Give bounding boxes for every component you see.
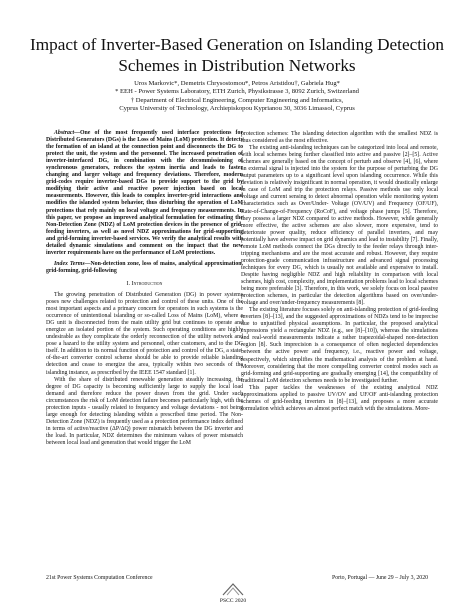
abstract-text: —One of the most frequently used interface protections for Distributed Generators (DGs) is the Loss of Mains (LoM) protection. It detects the formation of an island at the connection point and disconnects the DG to protect the unit, the system and the personnel. The increased penetration of inverter-interfaced DG, in combination with the decommissioning of synchronous generators, reduces the system inertia and leads to faster changing and larger voltage and frequency deviations. Therefore, modern grid-codes require inverter-based DGs to provide support to the grid by modifying their active and reactive power injection based on local measurements. However, this leads to complex inverter-grid interactions and modifies the islanded system behavior, thus disturbing the operation of LoM protections that rely mainly on local voltage and frequency measurements. In this paper, we propose an improved analytical formulation for estimating the Non-Detection Zone (NDZ) of LoM protection devices in the presence of grid-feeding inverters, as well as novel NDZ approximations for grid-supporting and grid-forming inverter-based services. We verify the analytical results with detailed dynamic simulations and comment on the impact that the new inverter requirements have on the performance of LoM protections.: [46, 130, 243, 256]
paragraph: With the share of distributed renewable generation steadily increasing, the degree of DG capacity is becoming sufficiently large to supply the local load demand and therefore reduce the power drawn from the grid. Under such circumstances the risk of LoM detection failure becomes particularly high, with the protection inputs - usually related to frequency and voltage deviations - not being large enough for detecting islanding within a prescribed time period. The Non-Detection Zone (NDZ) is frequently used as a protection performance index defined in terms of active/reactive (ΔP/ΔQ) power mismatch between the DG inverter and the load. In particular, NDZ determines the minimum values of power mismatch between local load and generation that would trigger the LoM: [46, 376, 243, 446]
affiliation-1: * EEH - Power Systems Laboratory, ETH Zurich, Physikstrasse 3, 8092 Zurich, Switzerland: [115, 88, 359, 96]
paper-title: Impact of Inverter-Based Generation on Islanding Detection Schemes in Distribution Networks: [30, 35, 444, 75]
index-terms-text: —Non-detection zone, loss of mains, analytical approximation, grid-forming, grid-following: [46, 260, 243, 274]
paragraph: The existing anti-islanding techniques can be categorized into local and remote, with local schemes being further classified into active and passive [2]–[5]. Active schemes are generally based on the concept of perturb and observe [4], [6], where an external signal is injected into the system for the purpose of perturbing the DG output parameters up to a significant level upon islanding occurrence. While this deviation is relatively insignificant in normal operation, it would drastically enlarge in case of LoM and trip the protection relays. Passive methods use only local voltage and current sensing to detect abnormal operation while monitoring system characteristics such as Over/Under- Voltage (OV/UV) and Frequency (OF/UF), Rate-of-Change-of-Frequency (RoCoF), and voltage phase jumps [5]. Therefore, they possess a larger NDZ compared to active methods. However, while generally more effective, the active schemes are also slower, more expensive, tend to deteriorate power quality, reduce efficiency of parallel inverters, and may potentially have adverse impact on grid dynamics and lead to instability [7]. Finally, remote LoM methods connect the DGs directly to the feeder relays through inter-tripping mechanisms and are the most accurate and robust. However, they require protection-grade communication infrastructure and advanced signal processing techniques for every DG, which is usually not available and expensive to install. Despite having negligible NDZ and high reliability in comparison with local schemes, high cost, complexity, and implementation problems lead to local schemes being more preferable [3]. Therefore, in this work, we solely focus on local passive protection schemes, in particular the detection algorithms based on over/under-voltage and over/under-frequency measurements [8].: [241, 145, 438, 307]
section-heading-introduction: I. Introduction: [126, 280, 163, 287]
conference-name: 21st Power Systems Computation Conference: [46, 575, 153, 581]
pscc-logo-icon: [222, 582, 244, 596]
author-names: Uros Markovic*, Demetris Chrysostomou*, Petros Aristidou†, Gabriela Hug*: [134, 80, 340, 87]
affiliation-2: † Department of Electrical Engineering, Computer Engineering and Informatics,: [130, 96, 344, 104]
affiliation-2-address: Cyprus University of Technology, Archiepiskopou Kyprianou 30, 3036 Limassol, Cyprus: [119, 105, 355, 113]
abstract-lead: Abstract: [54, 130, 75, 136]
author-block: [30, 80, 444, 114]
conference-location-date: Porto, Portugal — June 29 – July 3, 2020: [332, 575, 428, 581]
abstract: [46, 130, 243, 257]
logo-caption: PSCC 2020: [219, 598, 247, 604]
right-column: [241, 131, 438, 413]
paragraph: This paper tackles the weaknesses of the existing analytical NDZ approximations applied to passive UV/OV and UF/OF anti-islanding protection schemes of grid-feeding inverters in [8]–[13], and proposes a more accurate formulation which achieves an almost perfect match with the simulations. More-: [241, 384, 438, 412]
index-terms-lead: Index Terms: [54, 260, 85, 267]
index-terms: [46, 261, 243, 275]
paragraph: The existing literature focuses solely on anti-islanding protection of grid-feeding inverters [8]–[13], and the suggested approximations of NDZs tend to be imprecise due to unjustified physical assumptions. In particular, the proposed analytical expressions yield a rectangular NDZ (e.g., see [8]–[10]), whereas the simulations and real-world measurements indicate a rather trapezoidal-shaped non-detection region [8]. Such imprecision is a consequence of often neglected dependencies between the active power and frequency, i.e., reactive power and voltage, respectively, which simplifies the mathematical analysis of the problem at hand. Moreover, considering that the more compelling converter control modes such as grid-forming and grid-supporting are gradually emerging [14], the compatibility of traditional LoM detection schemes needs to be investigated further.: [241, 307, 438, 384]
paragraph: protection schemes: The islanding detection algorithm with the smallest NDZ is thus considered as the most effective.: [241, 131, 438, 145]
left-column: [46, 130, 243, 447]
paragraph: The growing penetration of Distributed Generation (DG) in power systems poses new challenges related to protection and control of these units. One of the most important aspects and a primary concern for operators in such systems is the occurrence of unintentional islanding or so-called Loss of Mains (LoM), where a DG unit is disconnected from the main utility grid but continues to operate and energize an isolated portion of the system. Such operating conditions are highly undesirable as they complicate the orderly reconnection of the utility network and pose a hazard to the utility system and personnel, other customers, and to the DG itself. In addition to its normal function of protection and control of the DG, a state-of-the-art converter control scheme should be able to provide reliable islanding detection and cease to energize the area, typically within two seconds of the islanding instance, as prescribed by the IEEE 1547 standard [1].: [46, 291, 243, 376]
